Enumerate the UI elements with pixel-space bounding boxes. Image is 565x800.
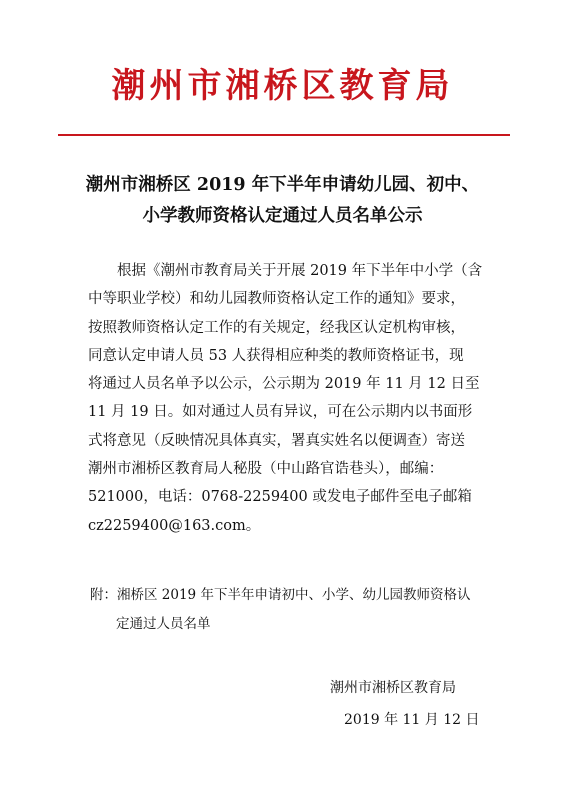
body-line: 根据《潮州市教育局关于开展 2019 年下半年中小学（含	[117, 263, 483, 279]
signature-block	[330, 672, 530, 736]
document-title-line-2: 小学教师资格认定通过人员名单公示	[142, 206, 423, 226]
attachment-note	[90, 581, 510, 639]
attachment-line-1: 附：湘桥区 2019 年下半年申请初中、小学、幼儿园教师资格认	[90, 587, 471, 603]
document-title	[40, 170, 525, 232]
letterhead-red-rule	[58, 134, 510, 136]
signature-date: 2019 年 11 月 12 日	[344, 712, 480, 728]
signature-org: 潮州市湘桥区教育局	[330, 680, 456, 696]
document-title-line-1: 潮州市湘桥区 2019 年下半年申请幼儿园、初中、	[85, 175, 480, 195]
body-line: 将通过人员名单予以公示，公示期为 2019 年 11 月 12 日至	[88, 376, 480, 393]
body-line-email: cz2259400@163.com。	[88, 517, 261, 534]
attachment-line-2: 定通过人员名单	[116, 616, 211, 632]
body-line: 同意认定申请人员 53 人获得相应种类的教师资格证书，现	[88, 347, 464, 364]
body-line: 11 月 19 日。如对通过人员有异议，可在公示期内以书面形	[88, 404, 473, 421]
body-line: 式将意见（反映情况具体真实，署真实姓名以便调查）寄送	[88, 432, 465, 449]
body-line: 中等职业学校）和幼儿园教师资格认定工作的通知》要求，	[88, 291, 465, 308]
body-line: 521000，电话：0768-2259400 或发电子邮件至电子邮箱	[88, 489, 472, 506]
body-line: 潮州市湘桥区教育局人秘股（中山路官诰巷头），邮编：	[88, 461, 444, 478]
body-paragraph	[88, 257, 508, 540]
letterhead-title: 潮州市湘桥区教育局	[111, 66, 454, 106]
body-line: 按照教师资格认定工作的有关规定，经我区认定机构审核，	[88, 319, 465, 336]
